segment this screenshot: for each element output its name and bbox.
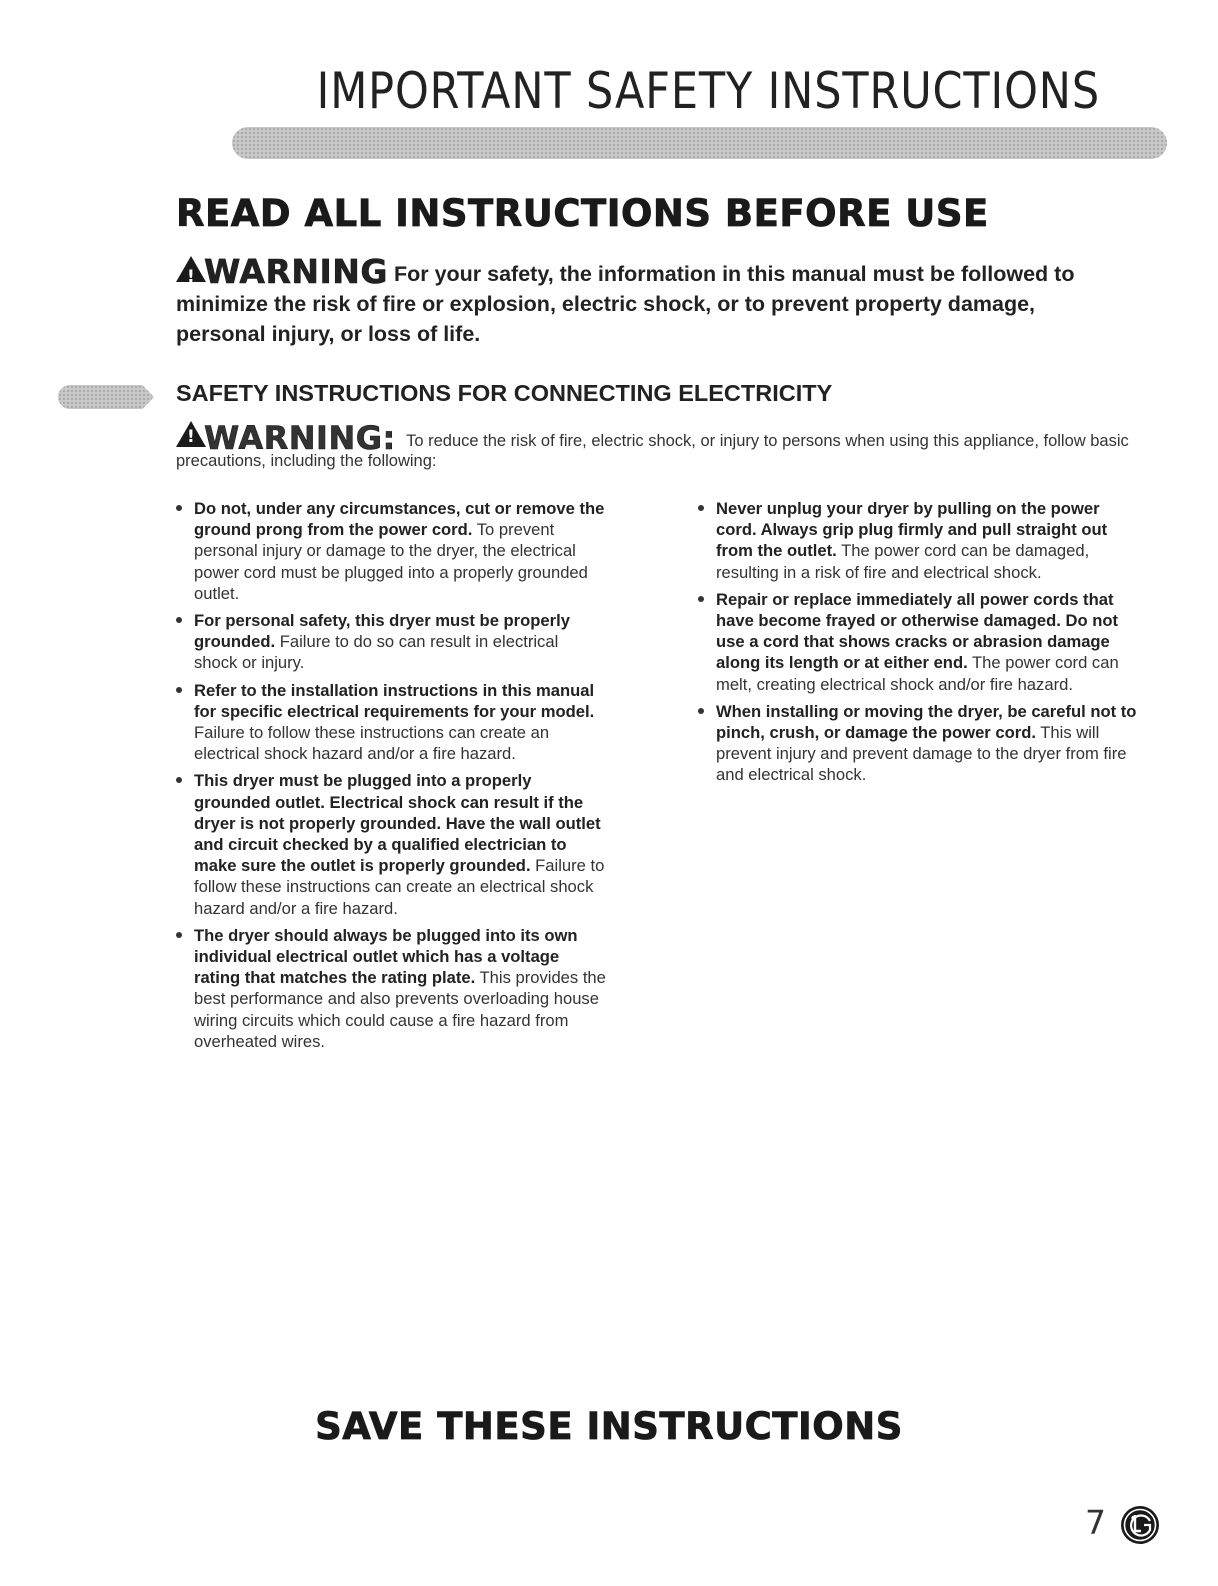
item-text: The power cord can melt, creating electrical shock and/or fire hazard. <box>716 653 1119 694</box>
item-text: Failure to do so can result in electrical shock or injury. <box>194 632 559 673</box>
title-decorative-bar <box>232 127 1167 159</box>
bullet-icon <box>176 687 182 693</box>
page-title: IMPORTANT SAFETY INSTRUCTIONS <box>316 62 1100 120</box>
main-warning <box>176 252 1076 349</box>
left-instruction-list <box>176 498 606 1058</box>
save-instructions-heading: SAVE THESE INSTRUCTIONS <box>315 1405 903 1448</box>
item-bold-text: When installing or moving the dryer, be careful not to pinch, crush, or damage the power cord. <box>716 701 1137 743</box>
item-text: To prevent personal injury or damage to the dryer, the electrical power cord must be plugged into a properly grounded outlet. <box>194 520 588 603</box>
bullet-icon <box>176 932 182 938</box>
bullet-icon <box>698 505 704 511</box>
bullet-icon <box>176 505 182 511</box>
warning-label: WARNING <box>204 252 388 291</box>
item-text: The power cord can be damaged, resulting in a risk of fire and electrical shock. <box>716 541 1090 582</box>
warning-text: For your safety, the information in this manual must be followed to minimize the risk of fire or explosion, electric shock, or to prevent property damage, personal injury, or loss of life. <box>176 262 1075 346</box>
lg-logo-icon <box>1119 1504 1161 1546</box>
item-text: Failure to follow these instructions can create an electrical shock hazard and/or a fire hazard. <box>194 723 550 764</box>
list-item <box>176 680 606 765</box>
item-bold-text: For personal safety, this dryer must be properly grounded. <box>194 611 570 652</box>
read-all-heading: READ ALL INSTRUCTIONS BEFORE USE <box>176 192 989 235</box>
item-bold-text: Repair or replace immediately all power cords that have become frayed or otherwise damaged. Do not use a cord that shows cracks or abrasion damage along its length or at either end. <box>716 589 1119 673</box>
section-warning-text: To reduce the risk of fire, electric shock, or injury to persons when using this appliance, follow basic precautions, including the following: <box>176 432 1129 470</box>
item-text: This will prevent injury and prevent damage to the dryer from fire and electrical shock. <box>716 723 1127 785</box>
warning-triangle-icon <box>176 421 206 447</box>
right-instruction-list <box>698 498 1138 792</box>
list-item <box>176 498 606 604</box>
list-item <box>176 610 606 674</box>
list-item <box>698 498 1138 583</box>
page-number: 7 <box>1085 1503 1106 1542</box>
bullet-icon <box>176 777 182 783</box>
item-text: Failure to follow these instructions can create an electrical shock hazard and/or a fire hazard. <box>194 856 605 918</box>
list-item <box>698 589 1138 695</box>
list-item <box>176 770 606 918</box>
list-item <box>698 701 1138 786</box>
item-bold-text: The dryer should always be plugged into its own individual electrical outlet which has a voltage rating that matches the rating plate. <box>194 925 578 988</box>
bullet-icon <box>176 617 182 623</box>
item-bold-text: Refer to the installation instructions in this manual for specific electrical requirements for your model. <box>194 680 595 721</box>
section-tab-marker <box>58 385 154 409</box>
list-item <box>176 925 606 1052</box>
bullet-icon <box>698 596 704 602</box>
item-bold-text: Never unplug your dryer by pulling on the power cord. Always grip plug firmly and pull straight out from the outlet. <box>716 499 1108 561</box>
section-warning-label: WARNING: <box>204 419 396 457</box>
section-warning <box>176 421 1136 471</box>
section-heading: SAFETY INSTRUCTIONS FOR CONNECTING ELECTRICITY <box>176 380 833 406</box>
bullet-icon <box>698 708 704 714</box>
item-bold-text: Do not, under any circumstances, cut or remove the ground prong from the power cord. <box>194 499 605 540</box>
warning-triangle-icon <box>176 256 206 282</box>
item-text: This provides the best performance and also prevents overloading house wiring circuits which could cause a fire hazard from overheated wires. <box>194 968 606 1051</box>
item-bold-text: This dryer must be plugged into a properly grounded outlet. Electrical shock can result if the dryer is not properly grounded. Have the wall outlet and circuit checked by a qualified electrician to make sure the outlet is properly grounded. <box>194 771 601 876</box>
